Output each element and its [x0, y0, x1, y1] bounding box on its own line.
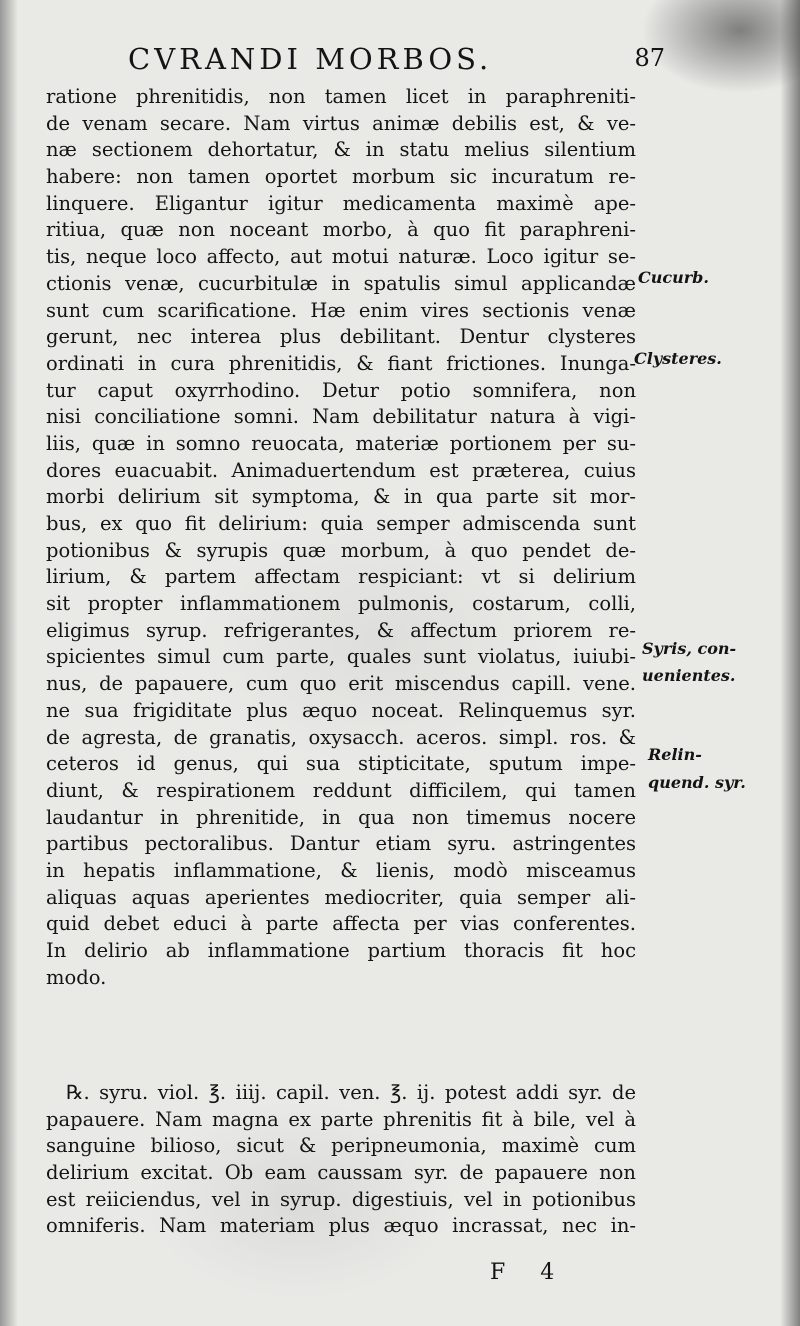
text-line: tis, neque loco affecto, aut motui naturæ. Loco igitur se- [46, 245, 636, 269]
text-line: sunt cum scarificatione. Hæ enim vires sectionis venæ [46, 298, 636, 322]
text-line: sit propter inflammationem pulmonis, costarum, colli, [46, 592, 636, 616]
margin-note-cucurb: Cucurb. [638, 268, 709, 287]
text-line: delirium excitat. Ob eam caussam syr. de papauere non [46, 1161, 636, 1185]
text-line: ne sua frigiditate plus æquo noceat. Relinquemus syr. [46, 698, 636, 722]
text-line: nus, de papauere, cum quo erit miscendus capill. vene. [46, 672, 636, 696]
page-number: 87 [634, 44, 665, 72]
recipe-paragraph [46, 1080, 636, 1240]
text-line: næ sectionem dehortatur, & in statu melius silentium [46, 138, 636, 162]
text-line: laudantur in phrenitide, in qua non timemus nocere [46, 805, 636, 829]
text-line: gerunt, nec interea plus debilitant. Dentur clysteres [46, 325, 636, 349]
text-line: modo. [46, 965, 107, 989]
text-line: dores euacuabit. Animaduertendum est præterea, cuius [46, 458, 636, 482]
main-text-block [46, 84, 636, 991]
text-line: In delirio ab inflammatione partium thoracis fit hoc [46, 939, 636, 962]
text-line: de agresta, de granatis, oxysacch. aceros. simpl. ros. & [46, 725, 636, 749]
margin-note-syris-2: uenientes. [642, 666, 736, 685]
margin-note-relinq-2: quend. syr. [648, 773, 746, 792]
text-line: nisi conciliatione somni. Nam debilitatur natura à vigi- [46, 405, 636, 429]
text-line: habere: non tamen oportet morbum sic incuratum re- [46, 165, 636, 189]
text-line: linquere. Eligantur igitur medicamenta maximè ape- [46, 191, 636, 215]
text-line: de venam secare. Nam virtus animæ debilis est, & ve- [46, 111, 636, 135]
text-line: partibus pectoralibus. Dantur etiam syru. astringentes [46, 832, 636, 856]
text-line: ordinati in cura phrenitidis, & fiant frictiones. Inunga- [46, 351, 636, 375]
text-line: ritiua, quæ non noceant morbo, à quo fit paraphreni- [46, 218, 636, 242]
text-line: omniferis. Nam materiam plus æquo incrassat, nec in- [46, 1214, 636, 1238]
margin-note-clysteres: Clysteres. [634, 349, 722, 368]
text-line: liis, quæ in somno reuocata, materiæ portionem per su- [46, 431, 636, 455]
margin-note-syris-1: Syris, con- [642, 639, 737, 658]
margin-note-relinq-1: Relin- [648, 745, 702, 764]
text-line: morbi delirium sit symptoma, & in qua parte sit mor- [46, 485, 636, 509]
text-line: ratione phrenitidis, non tamen licet in paraphreniti- [46, 85, 636, 108]
text-line: aliquas aquas aperientes mediocriter, quia semper ali- [46, 885, 636, 909]
text-line: sanguine bilioso, sicut & peripneumonia, maximè cum [46, 1134, 636, 1158]
text-line: potionibus & syrupis quæ morbum, à quo pendet de- [46, 538, 636, 562]
text-line: quid debet educi à parte affecta per vias conferentes. [46, 912, 636, 936]
text-line: spicientes simul cum parte, quales sunt violatus, iuiubi- [46, 645, 636, 669]
text-line: bus, ex quo fit delirium: quia semper admiscenda sunt [46, 512, 636, 535]
text-line: ℞. syru. viol. ℥. iiij. capil. ven. ℥. ij. potest addi syr. de [66, 1081, 636, 1104]
text-line: ctionis venæ, cucurbitulæ in spatulis simul applicandæ [46, 271, 636, 295]
text-line: est reiiciendus, vel in syrup. digestiuis, vel in potionibus [46, 1187, 636, 1211]
text-line: eligimus syrup. refrigerantes, & affectum priorem re- [46, 618, 636, 642]
text-line: in hepatis inflammatione, & lienis, modò misceamus [46, 858, 636, 882]
text-line: lirium, & partem affectam respiciant: vt si delirium [46, 565, 636, 589]
running-title: CVRANDI MORBOS. [128, 42, 493, 76]
text-line: tur caput oxyrrhodino. Detur potio somnifera, non [46, 378, 636, 402]
text-line: ceteros id genus, qui sua stipticitate, sputum impe- [46, 752, 636, 776]
text-line: papauere. Nam magna ex parte phrenitis fit à bile, vel à [46, 1107, 636, 1131]
page-header [100, 42, 665, 82]
signature-mark: F 4 [490, 1260, 569, 1285]
text-line: diunt, & respirationem reddunt difficilem, qui tamen [46, 778, 636, 802]
